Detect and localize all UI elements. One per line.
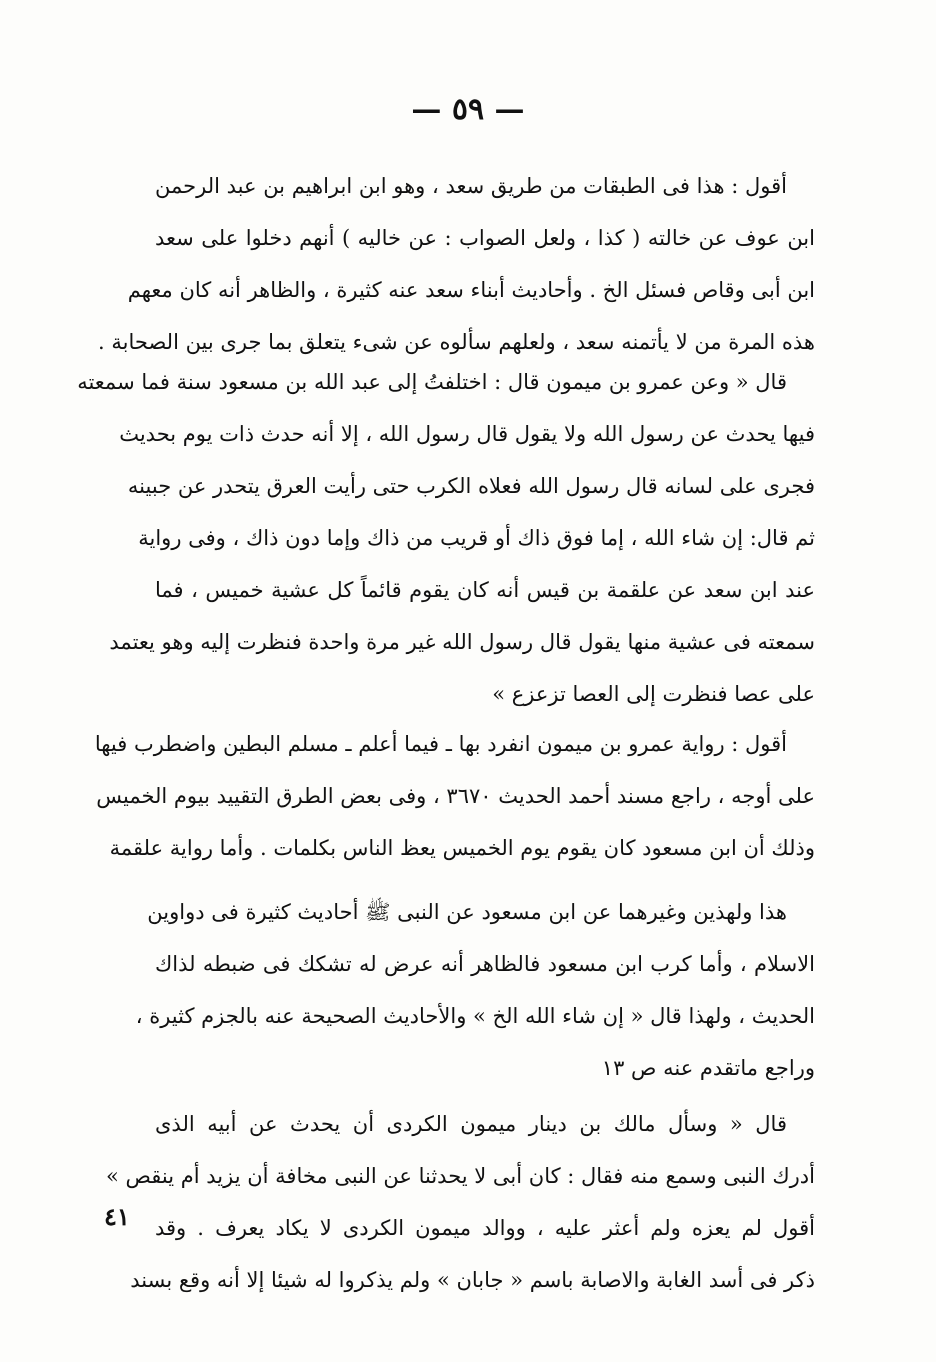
text-line: هذا ولهذين وغيرهما عن ابن مسعود عن النبى ﷺ أحاديث كثيرة فى دواوين [147,900,787,924]
text-line: ابن أبى وقاص فسئل الخ . وأحاديث أبناء سعد عنه كثيرة ، والظاهر أنه كان معهم [127,278,815,302]
text-line: قال « وسأل مالك بن دينار ميمون الكردى أن يحدث عن أبيه الذى [155,1112,787,1136]
text-line: قال « وعن عمرو بن ميمون قال : اختلفتُ إلى عبد الله بن مسعود سنة فما سمعته [77,370,787,394]
text-line: أقول : رواية عمرو بن ميمون انفرد بها ـ فيما أعلم ـ مسلم البطين واضطرب فيها [94,732,787,756]
text-line: ثم قال: إن شاء الله ، إما فوق ذاك أو قريب من ذاك وإما دون ذاك ، وفى رواية [138,526,815,550]
paragraph-4 [135,886,815,1094]
text-line: أدرك النبى وسمع منه فقال : كان أبى لا يحدثنا عن النبى مخافة أن يزيد أم ينقص » [106,1164,815,1188]
text-line: الحديث ، ولهذا قال « إن شاء الله الخ » والأحاديث الصحيحة عنه بالجزم كثيرة ، [135,1004,815,1028]
text-line: عند ابن سعد عن علقمة بن قيس أنه كان يقوم قائماً كل عشية خميس ، فما [155,578,815,602]
text-line: أقول لم يعزه ولم أعثر عليه ، ووالد ميمون الكردى لا يكاد يعرف . وقد [155,1216,815,1240]
page-number: — ٥٩ — [411,92,525,127]
paragraph-3 [94,718,815,874]
margin-note: ٤١ [104,1202,130,1231]
text-line: فيها يحدث عن رسول الله ولا يقول قال رسول الله ، إلا أنه حدث ذات يوم بحديث [119,422,815,446]
text-line: ابن عوف عن خالته ( كذا ، ولعل الصواب : عن خاليه ) أنهم دخلوا على سعد [155,226,815,250]
paragraph-1 [98,160,815,368]
text-line: الاسلام ، وأما كرب ابن مسعود فالظاهر أنه عرض له تشكك فى ضبطه لذاك [155,952,815,976]
text-line: أقول : هذا فى الطبقات من طريق سعد ، وهو ابن ابراهيم بن عبد الرحمن [155,174,787,198]
paragraph-2 [77,356,815,720]
text-line: وذلك أن ابن مسعود كان يقوم يوم الخميس يعظ الناس بكلمات . وأما رواية علقمة [109,836,815,860]
text-line: هذه المرة من لا يأتمنه سعد ، ولعلهم سألوه عن شىء يتعلق بما جرى بين الصحابة . [98,330,815,354]
text-line: فجرى على لسانه قال رسول الله فعلاه الكرب حتى رأيت العرق يتحدر عن جبينه [127,474,815,498]
text-line: سمعته فى عشية منها يقول قال رسول الله غير مرة واحدة فنظرت إليه وهو يعتمد [109,630,815,654]
text-line: على عصا فنظرت إلى العصا تزعزع » [492,682,815,706]
text-line: على أوجه ، راجع مسند أحمد الحديث ٣٦٧٠ ، وفى بعض الطرق التقييد بيوم الخميس [96,784,815,808]
text-line: وراجع ماتقدم عنه ص ١٣ [601,1056,815,1080]
text-line: ذكر فى أسد الغابة والاصابة باسم « جابان » ولم يذكروا له شيئا إلا أنه وقع بسند [130,1268,815,1292]
